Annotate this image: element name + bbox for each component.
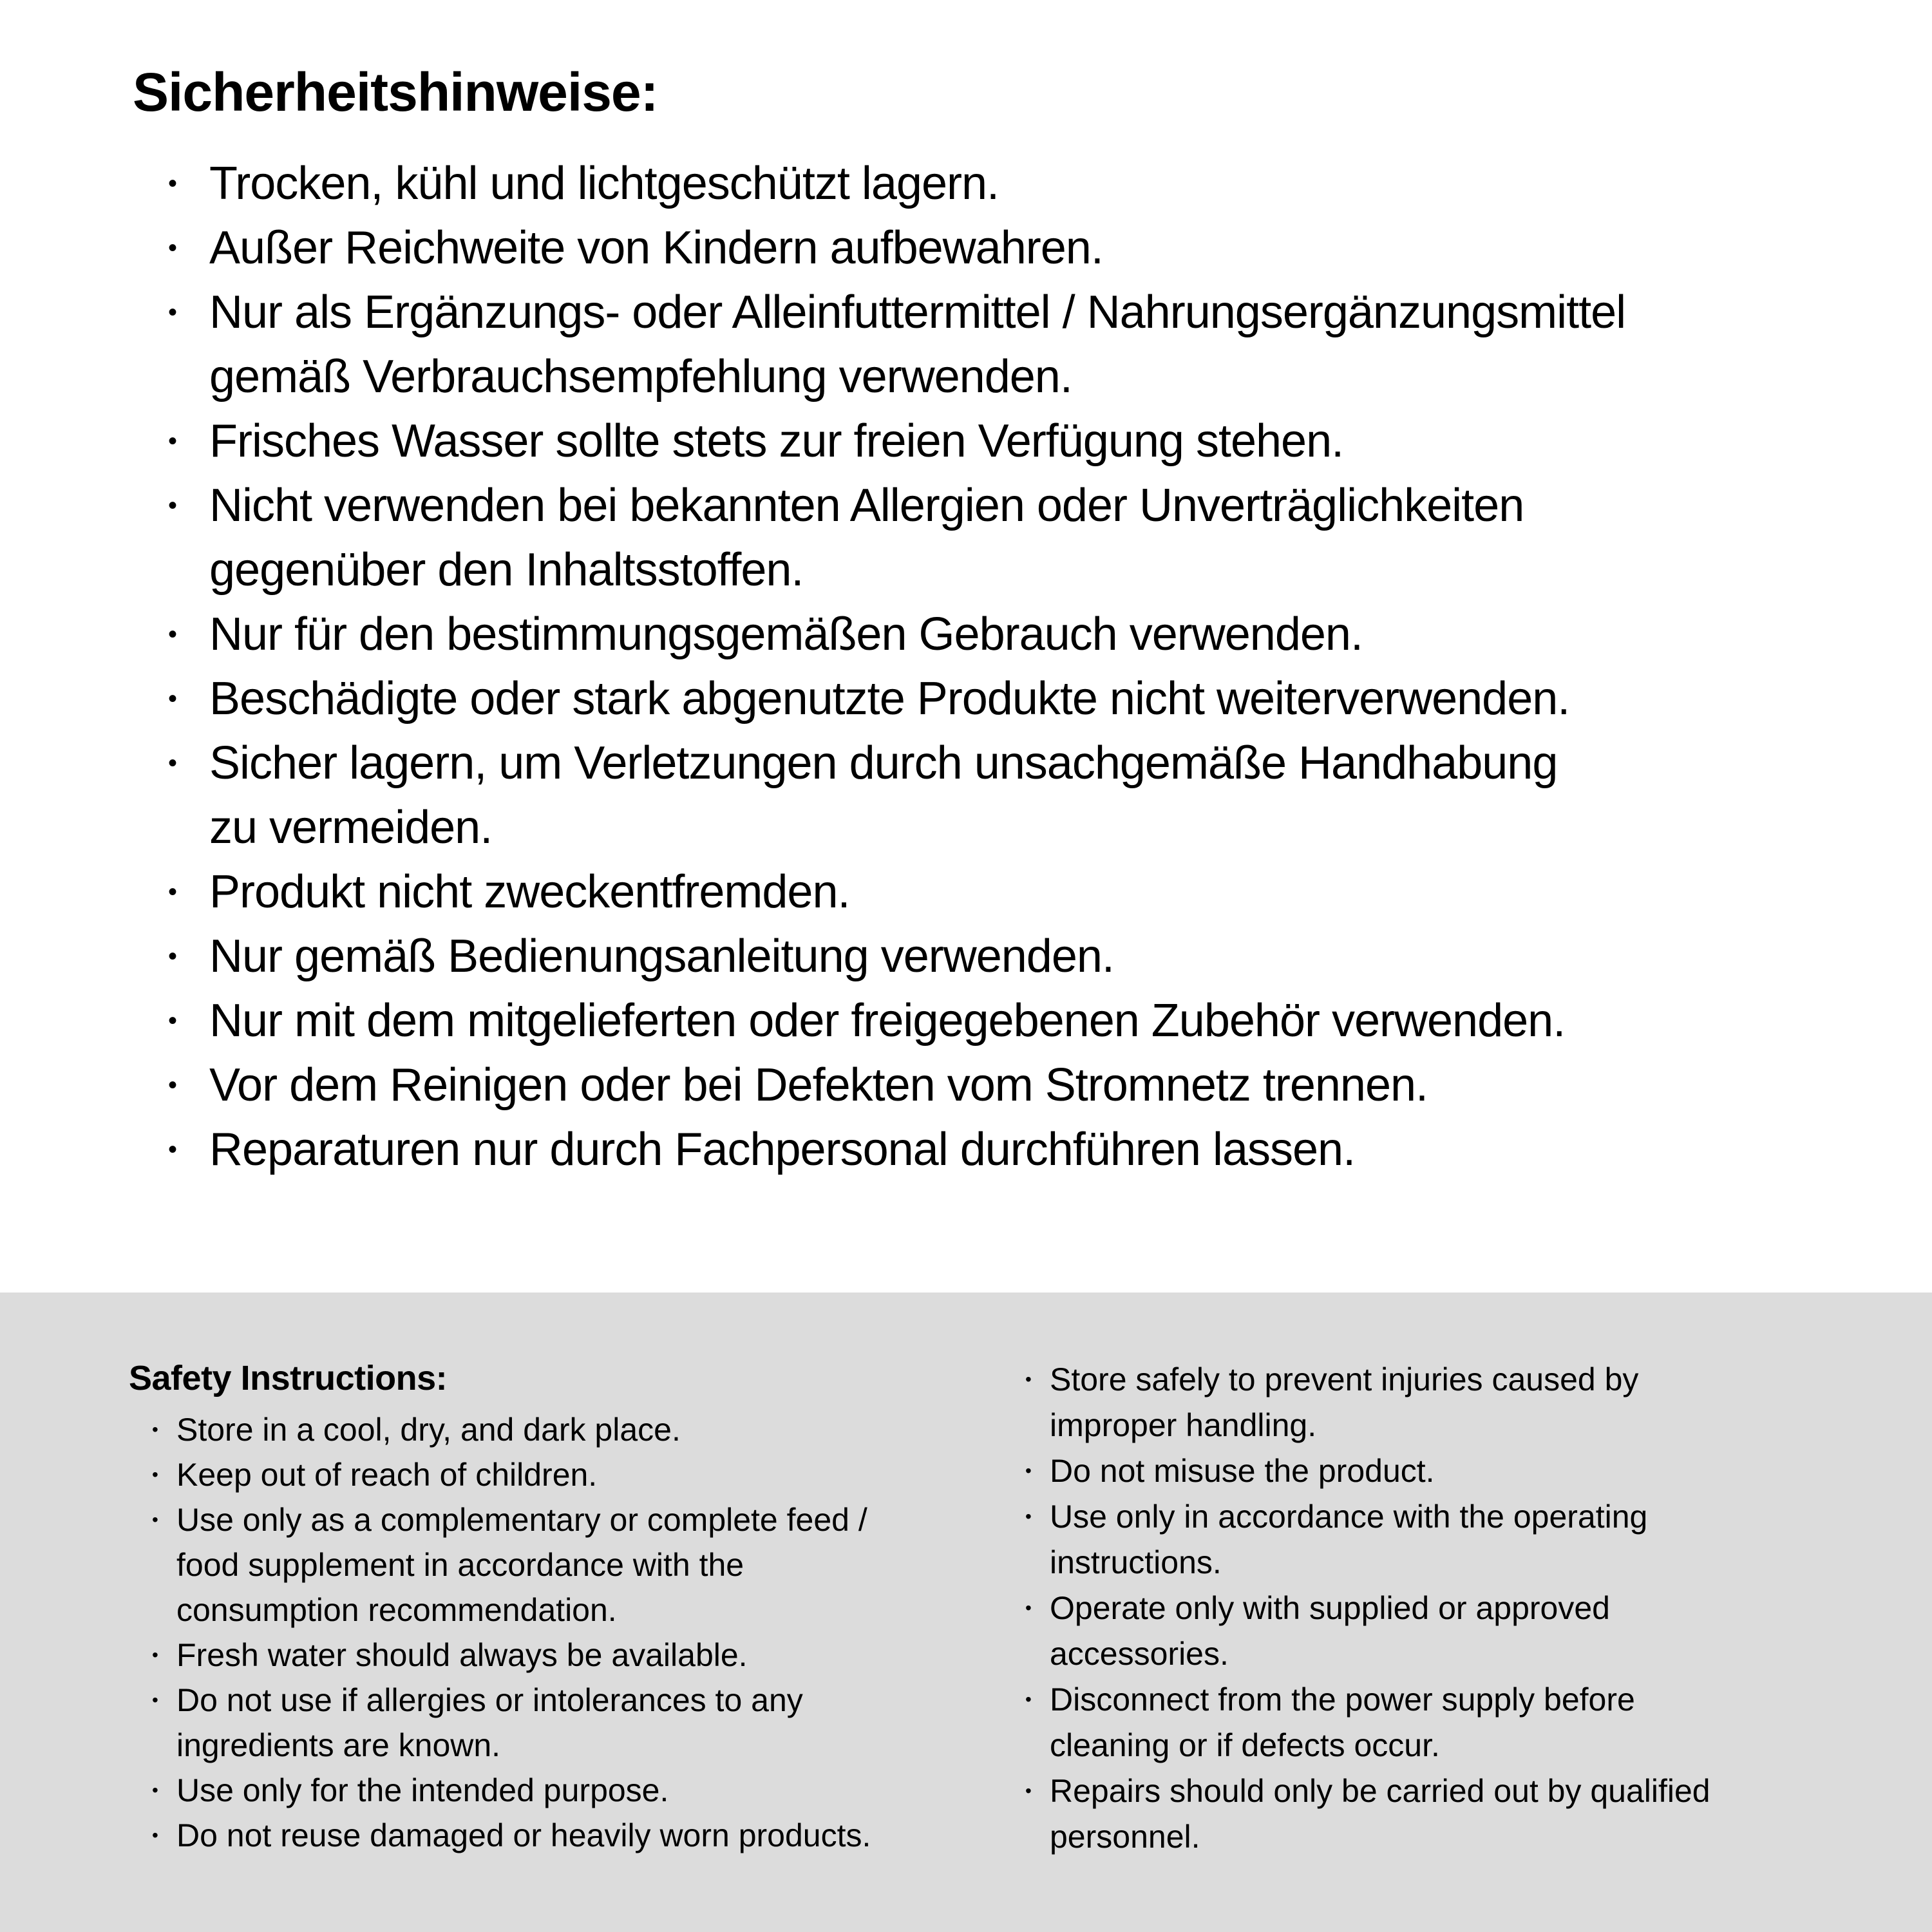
line-text: Vor dem Reinigen oder bei Defekten vom Stromnetz trennen. [209,1059,1428,1111]
line-text: Produkt nicht zweckentfremden. [209,866,850,918]
continuation-line [1025,1540,1914,1586]
bullet-line [1025,1494,1914,1540]
bullet-line [168,280,1871,345]
bullet-line [168,1053,1871,1117]
bullet-marker: • [152,1510,158,1530]
line-text: Store in a cool, dry, and dark place. [176,1412,681,1448]
line-text: Fresh water should always be available. [176,1637,748,1673]
line-text: Use only in accordance with the operating [1050,1499,1648,1535]
bullet-marker: • [1025,1506,1032,1526]
line-text: food supplement in accordance with the [176,1547,744,1583]
line-text: Do not reuse damaged or heavily worn products. [176,1817,871,1853]
continuation-line [1025,1723,1914,1768]
bullet-line [152,1678,1005,1723]
line-text: Do not misuse the product. [1050,1453,1435,1489]
bullet-marker: • [1025,1781,1032,1801]
bullet-line [168,860,1871,924]
bullet-marker: • [168,1135,177,1164]
bullet-line [168,473,1871,538]
english-section-gray-band [0,1293,1932,1932]
bullet-line [152,1633,1005,1678]
line-text: Disconnect from the power supply before [1050,1681,1635,1718]
bullet-marker: • [168,620,177,649]
continuation-line [1025,1403,1914,1448]
bullet-line [168,1117,1871,1182]
bullet-marker: • [152,1464,158,1484]
line-text: Store safely to prevent injuries caused by [1050,1361,1639,1397]
bullet-marker: • [168,491,177,520]
line-text: Nicht verwenden bei bekannten Allergien oder Unverträglichkeiten [209,480,1524,531]
line-text: Sicher lagern, um Verletzungen durch unsachgemäße Handhabung [209,737,1558,789]
line-text: Repairs should only be carried out by qualified [1050,1773,1710,1809]
bullet-line [168,924,1871,989]
line-text: consumption recommendation. [176,1592,617,1628]
english-left-column [129,1356,1005,1858]
bullet-marker: • [152,1690,158,1710]
line-text: Frisches Wasser sollte stets zur freien Verfügung stehen. [209,415,1344,467]
continuation-line [168,538,1871,602]
line-text: Reparaturen nur durch Fachpersonal durchführen lassen. [209,1124,1356,1175]
bullet-marker: • [168,1007,177,1035]
bullet-marker: • [152,1419,158,1439]
bullet-marker: • [168,234,177,262]
bullet-marker: • [168,685,177,713]
bullet-line [168,409,1871,473]
line-text: Keep out of reach of children. [176,1457,598,1493]
bullet-line [1025,1586,1914,1631]
bullet-line [168,216,1871,280]
bullet-marker: • [1025,1461,1032,1481]
line-text: cleaning or if defects occur. [1050,1727,1440,1763]
bullet-marker: • [168,1071,177,1099]
bullet-marker: • [168,878,177,906]
continuation-line [152,1723,1005,1768]
bullet-line [168,151,1871,216]
line-text: Beschädigte oder stark abgenutzte Produkte nicht weiterverwenden. [209,673,1570,724]
line-text: instructions. [1050,1544,1222,1580]
bullet-line [168,989,1871,1053]
line-text: Außer Reichweite von Kindern aufbewahren. [209,222,1103,274]
english-section-title: Safety Instructions: [129,1359,448,1397]
bullet-line [168,602,1871,667]
line-text: improper handling. [1050,1407,1317,1443]
bullet-marker: • [1025,1369,1032,1389]
english-left-bullet-list [152,1407,1005,1858]
german-section [133,57,1871,1182]
continuation-line [168,795,1871,860]
bullet-marker: • [168,942,177,971]
line-text: Operate only with supplied or approved [1050,1590,1610,1626]
bullet-line [152,1452,1005,1497]
bullet-line [152,1407,1005,1452]
bullet-line [1025,1768,1914,1814]
bullet-marker: • [168,298,177,327]
english-right-column [1025,1357,1914,1860]
bullet-marker: • [1025,1598,1032,1618]
line-text: Trocken, kühl und lichtgeschützt lagern. [209,158,999,209]
line-text: accessories. [1050,1636,1229,1672]
line-text: gemäß Verbrauchsempfehlung verwenden. [209,351,1072,402]
line-text: personnel. [1050,1819,1200,1855]
bullet-line [152,1813,1005,1858]
line-text: gegenüber den Inhaltsstoffen. [209,544,804,596]
bullet-line [152,1768,1005,1813]
bullet-line [152,1497,1005,1542]
bullet-marker: • [152,1780,158,1800]
line-text: Do not use if allergies or intolerances to any [176,1682,803,1718]
german-bullet-list [168,151,1871,1182]
line-text: Use only for the intended purpose. [176,1772,669,1808]
continuation-line [1025,1814,1914,1860]
bullet-marker: • [152,1645,158,1665]
bullet-marker: • [168,169,177,198]
bullet-marker: • [152,1825,158,1845]
line-text: Nur für den bestimmungsgemäßen Gebrauch verwenden. [209,609,1363,660]
english-right-bullet-list [1025,1357,1914,1860]
line-text: zu vermeiden. [209,802,493,853]
bullet-line [1025,1677,1914,1723]
bullet-line [168,667,1871,731]
continuation-line [152,1542,1005,1587]
line-text: Nur gemäß Bedienungsanleitung verwenden. [209,931,1114,982]
bullet-marker: • [1025,1689,1032,1709]
continuation-line [1025,1631,1914,1677]
bullet-line [168,731,1871,795]
bullet-marker: • [168,427,177,455]
german-section-title: Sicherheitshinweise: [133,62,658,122]
bullet-line [1025,1357,1914,1403]
continuation-line [152,1587,1005,1633]
line-text: Nur mit dem mitgelieferten oder freigegebenen Zubehör verwenden. [209,995,1566,1046]
line-text: ingredients are known. [176,1727,501,1763]
continuation-line [168,345,1871,409]
bullet-line [1025,1448,1914,1494]
line-text: Nur als Ergänzungs- oder Alleinfuttermittel / Nahrungsergänzungsmittel [209,287,1626,338]
bullet-marker: • [168,749,177,777]
line-text: Use only as a complementary or complete feed / [176,1502,867,1538]
